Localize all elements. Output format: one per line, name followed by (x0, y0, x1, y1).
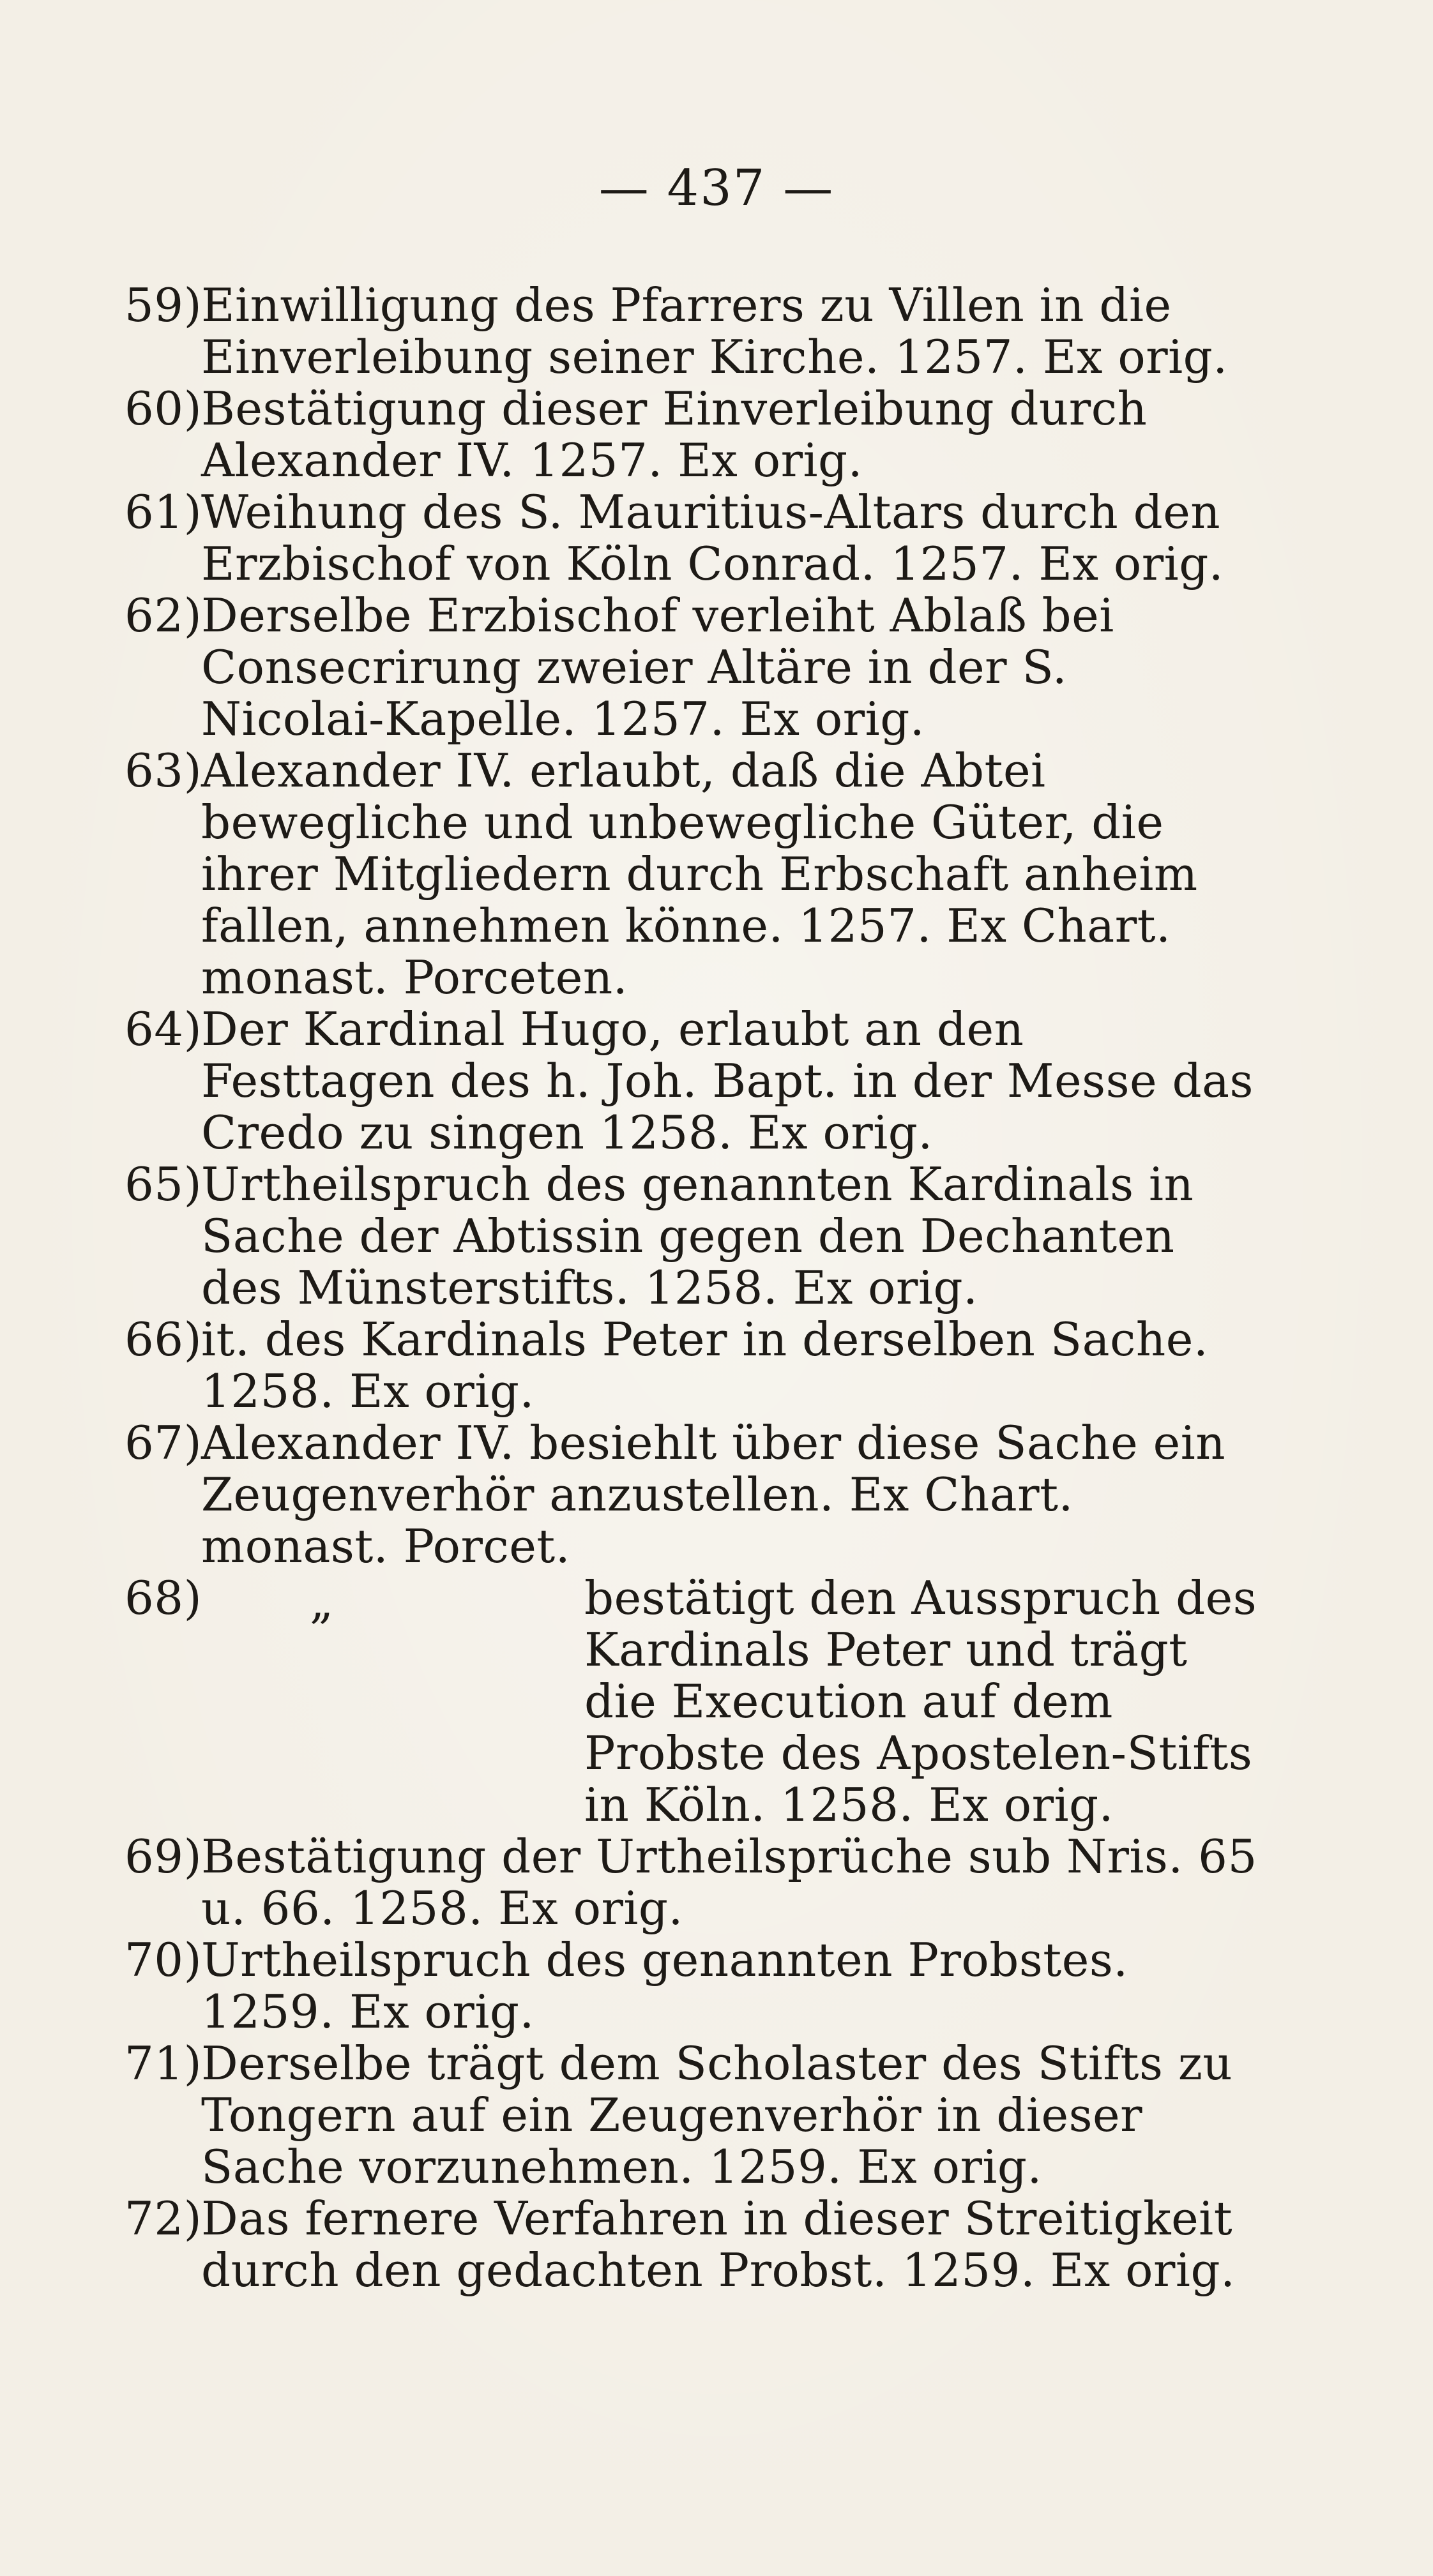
entry-number: 65) (125, 1157, 202, 1211)
page-number: — 437 — (598, 160, 835, 217)
ditto-mark: „ (310, 1575, 334, 1629)
list-item (125, 1572, 1261, 1831)
entry-number: 63) (125, 744, 202, 797)
entry-text: Bestätigung der Urtheilsprüche sub Nris. 65 u. 66. 1258. Ex orig. (201, 1830, 1257, 1935)
entry-number: 70) (125, 1933, 202, 1987)
entry-text: Derselbe Erzbischof verleiht Ablaß bei Consecrirung zweier Altäre in der S. Nicolai-Kapelle. 1257. Ex orig. (201, 589, 1114, 746)
entry-text: Das fernere Verfahren in dieser Streitigkeit durch den gedachten Probst. 1259. Ex orig. (201, 2192, 1236, 2297)
entry-number: 59) (125, 278, 202, 332)
entry-number: 66) (125, 1313, 202, 1366)
list-item (125, 486, 1261, 590)
entry-text: Urtheilspruch des genannten Probstes. 1259. Ex orig. (201, 1933, 1128, 2038)
list-item (125, 745, 1261, 1004)
entry-text: Bestätigung dieser Einverleibung durch Alexander IV. 1257. Ex orig. (201, 382, 1148, 487)
entry-text: Weihung des S. Mauritius-Altars durch den Erzbischof von Köln Conrad. 1257. Ex orig. (201, 485, 1224, 591)
list-item (125, 1934, 1261, 2038)
list-item (125, 590, 1261, 745)
entry-text: bestätigt den Ausspruch des Kardinals Peter und trägt die Execution auf dem Probste des Apostelen-Stifts in Köln. 1258. Ex orig. (584, 1571, 1257, 1832)
list-item (125, 1417, 1261, 1572)
entry-number: 68) (125, 1571, 202, 1625)
entry-number: 67) (125, 1416, 202, 1470)
entry-text: Derselbe trägt dem Scholaster des Stifts zu Tongern auf ein Zeugenverhör in dieser Sache vorzunehmen. 1259. Ex orig. (201, 2037, 1233, 2194)
entry-number: 62) (125, 589, 202, 642)
entry-number: 71) (125, 2037, 202, 2090)
entry-text: Einwilligung des Pfarrers zu Villen in die Einverleibung seiner Kirche. 1257. Ex orig. (201, 278, 1228, 384)
entry-number: 64) (125, 1002, 202, 1056)
entry-list (125, 280, 1261, 2296)
entry-number: 72) (125, 2192, 202, 2245)
entry-text: Urtheilspruch des genannten Kardinals in Sache der Abtissin gegen den Dechanten des Münsterstifts. 1258. Ex orig. (201, 1157, 1194, 1314)
entry-number: 69) (125, 1830, 202, 1883)
list-item (125, 383, 1261, 486)
entry-text: Alexander IV. erlaubt, daß die Abtei bewegliche und unbewegliche Güter, die ihrer Mitgliedern durch Erbschaft anheim fallen, annehmen könne. 1257. Ex Chart. monast. Porceten. (201, 744, 1198, 1004)
list-item (125, 1159, 1261, 1314)
list-item (125, 280, 1261, 383)
entry-text: it. des Kardinals Peter in derselben Sache. 1258. Ex orig. (201, 1313, 1209, 1418)
list-item (125, 1831, 1261, 1934)
list-item (125, 1314, 1261, 1417)
entry-number: 60) (125, 382, 202, 435)
entry-text: Der Kardinal Hugo, erlaubt an den Festtagen des h. Joh. Bapt. in der Messe das Credo zu singen 1258. Ex orig. (201, 1002, 1254, 1159)
list-item (125, 2038, 1261, 2193)
list-item (125, 2193, 1261, 2296)
entry-number: 61) (125, 485, 202, 539)
entry-text: Alexander IV. besiehlt über diese Sache ein Zeugenverhör anzustellen. Ex Chart. monast. Porcet. (201, 1416, 1226, 1573)
list-item (125, 1004, 1261, 1159)
